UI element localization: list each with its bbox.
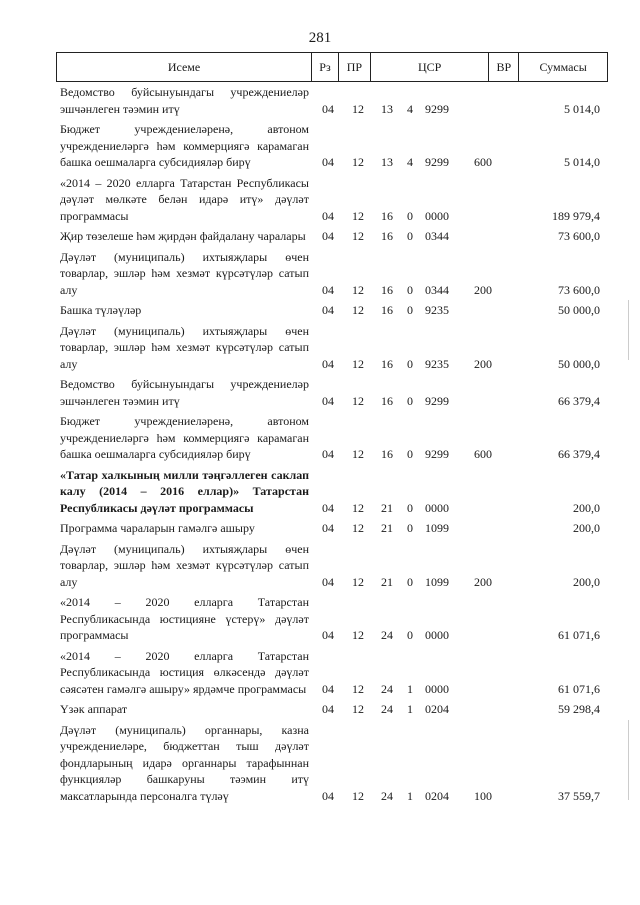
row-csr-1: 24 bbox=[381, 628, 393, 642]
row-rz: 04 bbox=[322, 628, 334, 642]
row-csr-2: 4 bbox=[407, 155, 413, 169]
row-name: Дәүләт (муниципаль) ихтыяҗлары өчен товарлар, эшләр һәм хезмәт күрсәтүләр сатып алу bbox=[60, 323, 309, 371]
row-name: «2014 – 2020 елларга Татарстан Республикасында юстицияне үстерү» дәүләт программасы bbox=[60, 595, 309, 642]
row-vr: 200 bbox=[474, 574, 492, 589]
row-pr: 12 bbox=[352, 628, 364, 642]
table-row bbox=[60, 541, 608, 591]
row-csr-3: 0344 bbox=[425, 282, 449, 297]
row-csr-3: 1099 bbox=[425, 574, 449, 589]
row-rz: 04 bbox=[322, 208, 334, 223]
row-rz: 04 bbox=[322, 521, 334, 535]
row-vr: 200 bbox=[474, 282, 492, 297]
row-sum: 66 379,4 bbox=[558, 393, 600, 408]
row-csr-3: 0000 bbox=[425, 681, 449, 696]
row-csr-1: 24 bbox=[381, 702, 393, 716]
row-pr: 12 bbox=[352, 393, 364, 408]
row-pr: 12 bbox=[352, 155, 364, 169]
header-csr: ЦСР bbox=[371, 53, 490, 81]
row-csr-1: 16 bbox=[381, 356, 393, 371]
row-pr: 12 bbox=[352, 303, 364, 317]
row-csr-3: 0204 bbox=[425, 702, 449, 716]
row-pr: 12 bbox=[352, 229, 364, 243]
row-csr-2: 0 bbox=[407, 208, 413, 223]
row-csr-2: 4 bbox=[407, 101, 413, 116]
row-csr-2: 0 bbox=[407, 447, 413, 461]
row-csr-2: 1 bbox=[407, 702, 413, 716]
row-pr: 12 bbox=[352, 521, 364, 535]
table-row bbox=[60, 323, 608, 373]
row-csr-2: 1 bbox=[407, 788, 413, 803]
row-csr-3: 9235 bbox=[425, 356, 449, 371]
row-rz: 04 bbox=[322, 447, 334, 461]
row-sum: 5 014,0 bbox=[564, 155, 600, 169]
row-csr-3: 0000 bbox=[425, 628, 449, 642]
row-pr: 12 bbox=[352, 574, 364, 589]
row-sum: 73 600,0 bbox=[558, 229, 600, 243]
header-rz: Рз bbox=[312, 53, 339, 81]
row-pr: 12 bbox=[352, 208, 364, 223]
row-csr-1: 16 bbox=[381, 208, 393, 223]
row-csr-3: 9299 bbox=[425, 155, 449, 169]
row-csr-3: 9299 bbox=[425, 447, 449, 461]
row-name: Үзәк аппарат bbox=[60, 702, 128, 716]
row-csr-1: 16 bbox=[381, 282, 393, 297]
row-name: «2014 – 2020 елларга Татарстан Республикасы дәүләт мөлкәте белән идарә итү» дәүләт программасы bbox=[60, 175, 309, 223]
table-row bbox=[60, 722, 608, 805]
row-name: Дәүләт (муниципаль) органнары, казна учреждениеләре, бюджеттан тыш дәүләт фондларының идарә органнары тарафыннан функцияләр башкаруны тәэмин итү максатларында персоналга түләү bbox=[60, 722, 309, 803]
row-csr-1: 16 bbox=[381, 229, 393, 243]
row-csr-2: 0 bbox=[407, 500, 413, 515]
row-vr: 600 bbox=[474, 447, 492, 461]
row-sum: 189 979,4 bbox=[552, 208, 600, 223]
row-sum: 5 014,0 bbox=[564, 101, 600, 116]
row-name: Бюджет учреждениеләренә, автоном учреждениеләргә һәм коммерциягә карамаган башка оешмаларга субсидияләр бирү bbox=[60, 122, 309, 169]
scan-margin-mark bbox=[628, 720, 629, 800]
row-pr: 12 bbox=[352, 282, 364, 297]
row-csr-1: 24 bbox=[381, 788, 393, 803]
row-sum: 59 298,4 bbox=[558, 702, 600, 716]
row-pr: 12 bbox=[352, 356, 364, 371]
table-row bbox=[60, 121, 608, 171]
table-row bbox=[60, 701, 608, 718]
row-sum: 73 600,0 bbox=[558, 282, 600, 297]
row-rz: 04 bbox=[322, 500, 334, 515]
table-row bbox=[60, 648, 608, 698]
row-pr: 12 bbox=[352, 101, 364, 116]
row-csr-1: 21 bbox=[381, 521, 393, 535]
row-name: Ведомство буйсынуындагы учреждениеләр эшчәнлеген тәэмин итү bbox=[60, 377, 309, 408]
row-csr-1: 16 bbox=[381, 303, 393, 317]
row-csr-2: 0 bbox=[407, 229, 413, 243]
row-csr-2: 0 bbox=[407, 393, 413, 408]
row-csr-2: 0 bbox=[407, 574, 413, 589]
row-pr: 12 bbox=[352, 447, 364, 461]
header-name: Исеме bbox=[57, 53, 312, 81]
row-name: «Татар халкының милли тәңгәллеген саклап калу (2014 – 2016 еллар)» Татарстан Республикасы дәүләт программасы bbox=[60, 467, 309, 515]
row-rz: 04 bbox=[322, 282, 334, 297]
row-csr-1: 16 bbox=[381, 393, 393, 408]
row-rz: 04 bbox=[322, 702, 334, 716]
table-row bbox=[60, 175, 608, 225]
header-sum: Суммасы bbox=[539, 59, 587, 74]
header-vr: ВР bbox=[489, 53, 519, 81]
row-csr-2: 0 bbox=[407, 628, 413, 642]
table-row bbox=[60, 413, 608, 463]
row-rz: 04 bbox=[322, 788, 334, 803]
row-pr: 12 bbox=[352, 788, 364, 803]
table-row bbox=[60, 520, 608, 537]
row-name: «2014 – 2020 елларга Татарстан Республикасында юстиция өлкәсендә дәүләт сәясәтен гамәлгә ашыру» ярдәмче программасы bbox=[60, 648, 309, 696]
row-sum: 61 071,6 bbox=[558, 628, 600, 642]
row-name: Бюджет учреждениеләренә, автоном учреждениеләргә һәм коммерциягә карамаган башка оешмаларга субсидияләр бирү bbox=[60, 414, 309, 461]
row-sum: 50 000,0 bbox=[558, 303, 600, 317]
table-row bbox=[60, 249, 608, 299]
row-csr-1: 21 bbox=[381, 574, 393, 589]
row-csr-1: 21 bbox=[381, 500, 393, 515]
row-sum: 200,0 bbox=[573, 500, 600, 515]
row-name: Программа чараларын гамәлгә ашыру bbox=[60, 521, 255, 535]
row-csr-1: 16 bbox=[381, 447, 393, 461]
row-name: Дәүләт (муниципаль) ихтыяҗлары өчен товарлар, эшләр һәм хезмәт күрсәтүләр сатып алу bbox=[60, 249, 309, 297]
table-body bbox=[60, 84, 608, 808]
row-csr-2: 1 bbox=[407, 681, 413, 696]
row-vr: 100 bbox=[474, 788, 492, 803]
row-sum: 61 071,6 bbox=[558, 681, 600, 696]
table-row bbox=[60, 302, 608, 319]
row-rz: 04 bbox=[322, 303, 334, 317]
row-pr: 12 bbox=[352, 500, 364, 515]
row-pr: 12 bbox=[352, 681, 364, 696]
row-name: Дәүләт (муниципаль) ихтыяҗлары өчен товарлар, эшләр һәм хезмәт күрсәтүләр сатып алу bbox=[60, 541, 309, 589]
row-csr-3: 0344 bbox=[425, 229, 449, 243]
table-header bbox=[56, 52, 608, 82]
row-csr-2: 0 bbox=[407, 521, 413, 535]
row-vr: 600 bbox=[474, 155, 492, 169]
row-sum: 37 559,7 bbox=[558, 788, 600, 803]
row-rz: 04 bbox=[322, 229, 334, 243]
row-csr-2: 0 bbox=[407, 282, 413, 297]
table-row bbox=[60, 84, 608, 117]
row-rz: 04 bbox=[322, 356, 334, 371]
row-csr-3: 9235 bbox=[425, 303, 449, 317]
row-rz: 04 bbox=[322, 681, 334, 696]
row-csr-1: 13 bbox=[381, 101, 393, 116]
table-row bbox=[60, 376, 608, 409]
table-row bbox=[60, 594, 608, 644]
scan-margin-mark bbox=[628, 300, 629, 360]
table-row bbox=[60, 228, 608, 245]
row-rz: 04 bbox=[322, 393, 334, 408]
page-number: 281 bbox=[308, 30, 332, 46]
row-sum: 200,0 bbox=[573, 521, 600, 535]
row-rz: 04 bbox=[322, 574, 334, 589]
row-rz: 04 bbox=[322, 155, 334, 169]
row-csr-3: 9299 bbox=[425, 101, 449, 116]
row-rz: 04 bbox=[322, 101, 334, 116]
row-csr-1: 24 bbox=[381, 681, 393, 696]
row-csr-2: 0 bbox=[407, 303, 413, 317]
row-csr-1: 13 bbox=[381, 155, 393, 169]
table-row bbox=[60, 467, 608, 517]
header-pr: ПР bbox=[339, 53, 371, 81]
row-name: Җир төзелеше һәм җирдән файдалану чаралары bbox=[60, 229, 306, 243]
row-csr-3: 9299 bbox=[425, 393, 449, 408]
row-name: Ведомство буйсынуындагы учреждениеләр эшчәнлеген тәэмин итү bbox=[60, 85, 309, 116]
row-csr-3: 0204 bbox=[425, 788, 449, 803]
row-csr-3: 0000 bbox=[425, 500, 449, 515]
row-pr: 12 bbox=[352, 702, 364, 716]
row-sum: 200,0 bbox=[573, 574, 600, 589]
row-csr-2: 0 bbox=[407, 356, 413, 371]
row-csr-3: 0000 bbox=[425, 208, 449, 223]
row-name: Башка түләүләр bbox=[60, 303, 142, 317]
row-vr: 200 bbox=[474, 356, 492, 371]
row-csr-3: 1099 bbox=[425, 521, 449, 535]
row-sum: 66 379,4 bbox=[558, 447, 600, 461]
row-sum: 50 000,0 bbox=[558, 356, 600, 371]
